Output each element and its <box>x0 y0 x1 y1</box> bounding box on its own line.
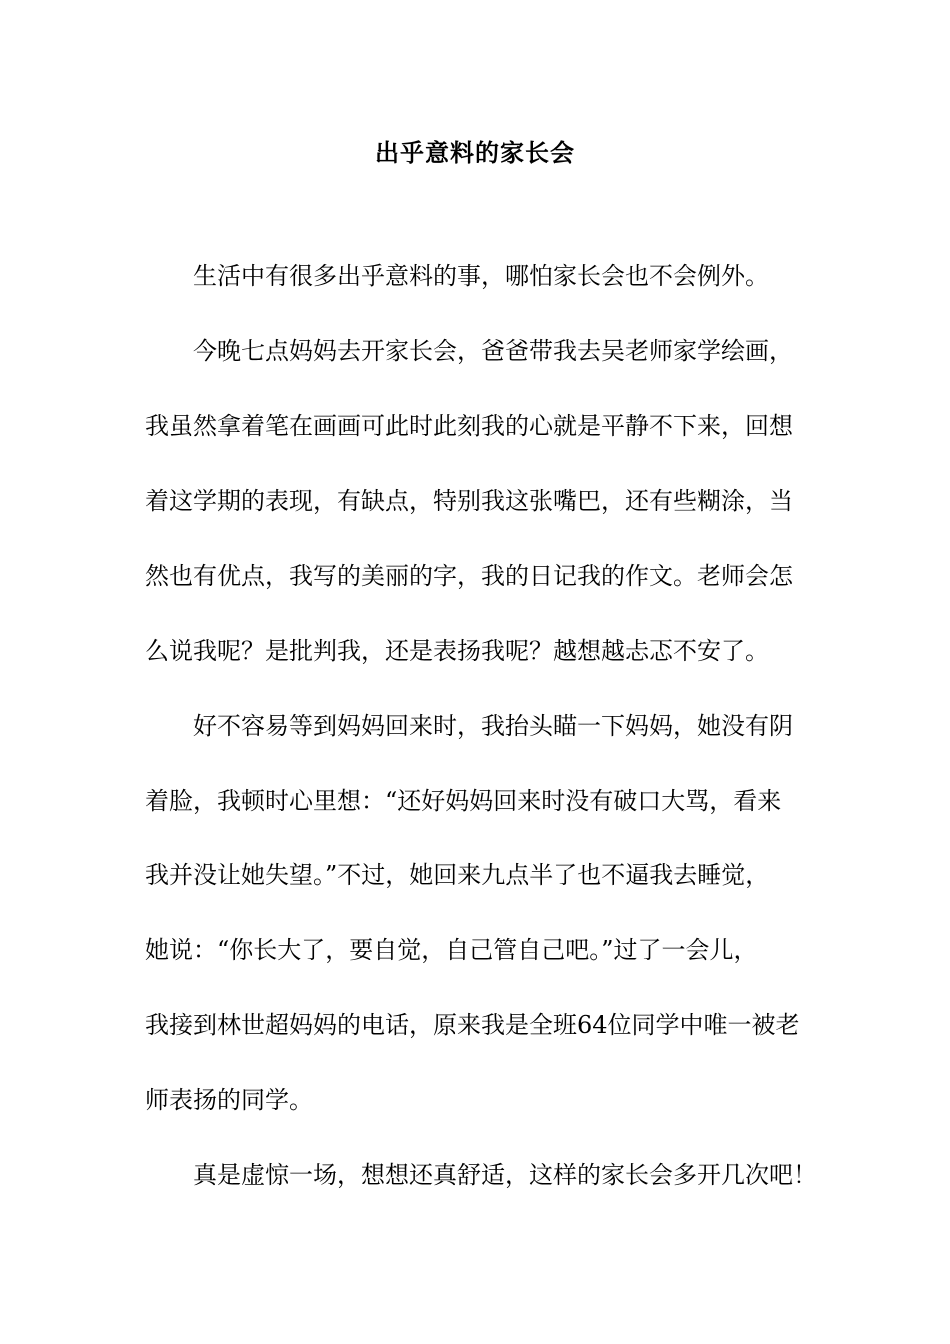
paragraph-line: 她说：“你长大了，要自觉，自己管自己吧。”过了一会儿， <box>145 936 758 964</box>
paragraph-line: 么说我呢？是批判我，还是表扬我呢？越想越忐忑不安了。 <box>145 637 769 665</box>
paragraph-line: 好不容易等到妈妈回来时，我抬头瞄一下妈妈，她没有阴 <box>193 712 793 740</box>
document-title: 出乎意料的家长会 <box>375 138 575 167</box>
paragraph-line: 我接到林世超妈妈的电话，原来我是全班64位同学中唯一被老 <box>145 1011 800 1039</box>
paragraph-line: 着脸，我顿时心里想：“还好妈妈回来时没有破口大骂，看来 <box>145 787 782 815</box>
paragraph-line: 生活中有很多出乎意料的事，哪怕家长会也不会例外。 <box>193 262 769 290</box>
paragraph-line: 然也有优点，我写的美丽的字，我的日记我的作文。老师会怎 <box>145 562 793 590</box>
paragraph-line: 师表扬的同学。 <box>145 1086 313 1114</box>
paragraph-line: 今晚七点妈妈去开家长会，爸爸带我去吴老师家学绘画， <box>193 337 793 365</box>
paragraph-line: 我并没让她失望。”不过，她回来九点半了也不逼我去睡觉， <box>145 861 770 889</box>
paragraph-line: 着这学期的表现，有缺点，特别我这张嘴巴，还有些糊涂，当 <box>145 487 793 515</box>
paragraph-line: 我虽然拿着笔在画画可此时此刻我的心就是平静不下来，回想 <box>145 412 793 440</box>
paragraph-line: 真是虚惊一场，想想还真舒适，这样的家长会多开几次吧！ <box>193 1161 817 1189</box>
